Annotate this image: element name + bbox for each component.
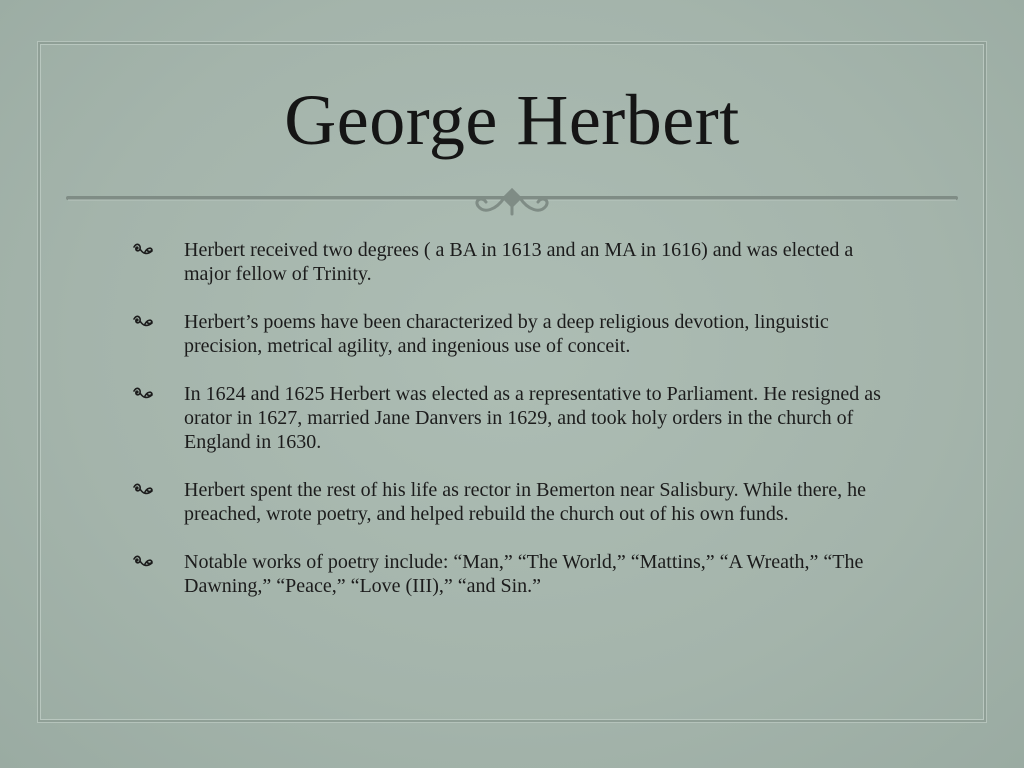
- list-item: [132, 310, 902, 358]
- bullet-text: In 1624 and 1625 Herbert was elected as a representative to Parliament. He resigned as orator in 1627, married Jane Danvers in 1629, and took holy orders in the church of England in 1630.: [184, 383, 881, 453]
- fleuron-icon: [132, 478, 184, 497]
- bullet-text: Herbert’s poems have been characterized by a deep religious devotion, linguistic precision, metrical agility, and ingenious use of conceit.: [184, 311, 829, 357]
- slide-title: George Herbert: [284, 80, 740, 160]
- fleuron-icon: [132, 310, 184, 329]
- bullet-list: [132, 238, 902, 622]
- fleuron-icon: [132, 550, 184, 569]
- list-item: [132, 382, 902, 454]
- fleuron-icon: [132, 382, 184, 401]
- ornamental-divider: [66, 184, 958, 224]
- bullet-text: Herbert received two degrees ( a BA in 1613 and an MA in 1616) and was elected a major fellow of Trinity.: [184, 239, 854, 285]
- bullet-text: Herbert spent the rest of his life as rector in Bemerton near Salisbury. While there, he preached, wrote poetry, and helped rebuild the church out of his own funds.: [184, 479, 866, 525]
- list-item: [132, 478, 902, 526]
- list-item: [132, 550, 902, 598]
- scroll-ornament-icon: [477, 190, 547, 214]
- bullet-text: Notable works of poetry include: “Man,” “The World,” “Mattins,” “A Wreath,” “The Dawning,” “Peace,” “Love (III),” “and Sin.”: [184, 551, 864, 597]
- fleuron-icon: [132, 238, 184, 257]
- list-item: [132, 238, 902, 286]
